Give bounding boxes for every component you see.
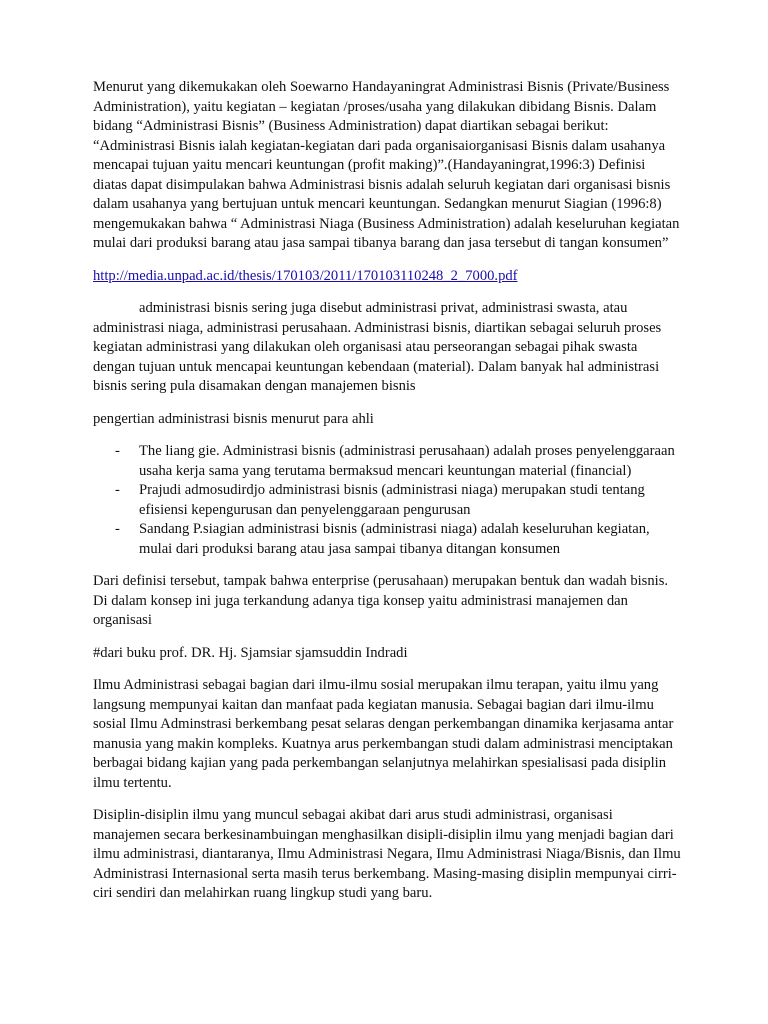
list-item	[93, 481, 683, 520]
paragraph-definisi: Dari definisi tersebut, tampak bahwa enterprise (perusahaan) merupakan bentuk dan wadah bisnis. Di dalam konsep ini juga terkandung adanya tiga konsep yaitu administrasi manajemen dan organisasi	[93, 573, 669, 628]
paragraph-privat: administrasi bisnis sering juga disebut administrasi privat, administrasi swasta, atau administrasi niaga, administrasi perusahaan. Administrasi bisnis, diartikan sebagai seluruh proses kegiatan administrasi yang dilakukan oleh organisasi atau perseorangan sebagai pihak swasta dengan tujuan untuk mencapai keuntungan kebendaan (material). Dalam banyak hal administrasi bisnis sering pula disamakan dengan manajemen bisnis	[93, 300, 662, 394]
definition-text: The liang gie. Administrasi bisnis (administrasi perusahaan) adalah proses penyelenggaraan usaha kerja sama yang terutama bermaksud mencari keuntungan material (financial)	[139, 443, 675, 479]
paragraph-buku: #dari buku prof. DR. Hj. Sjamsiar sjamsuddin Indradi	[93, 644, 408, 661]
document-body	[93, 78, 683, 917]
dash-bullet: -	[115, 443, 120, 459]
definition-list	[93, 442, 683, 559]
dash-bullet: -	[115, 521, 120, 537]
paragraph-ilmu: Ilmu Administrasi sebagai bagian dari ilmu-ilmu sosial merupakan ilmu terapan, yaitu ilmu yang langsung mempunyai kaitan dan manfaat pada kegiatan manusia. Sebagai bagian dari ilmu-ilmu sosial Ilmu Adminstrasi berkembang pesat selaras dengan perkembangan dinamika kerjasama antar manusia yang makin kompleks. Kuatnya arus perkembangan studi dalam administrasi menciptakan berbagai bidang kajian yang pada perkembangan selanjutnya melahirkan spesialisasi pada disiplin ilmu tertentu.	[93, 677, 674, 791]
definition-text: Sandang P.siagian administrasi bisnis (administrasi niaga) adalah keseluruhan kegiatan, mulai dari produksi barang atau jasa sampai tibanya ditangan konsumen	[139, 521, 650, 557]
paragraph-disiplin: Disiplin-disiplin ilmu yang muncul sebagai akibat dari arus studi administrasi, organisasi manajemen secara berkesinambuingan menghasilkan disipli-disiplin ilmu yang menjadi bagian dari ilmu administrasi, diantaranya, Ilmu Administrasi Negara, Ilmu Administrasi Niaga/Bisnis, dan Ilmu Administrasi Internasional serta masih terus berkembang. Masing-masing disiplin mempunyai cirri-ciri sendiri dan melahirkan ruang lingkup studi yang baru.	[93, 807, 681, 901]
list-item	[93, 442, 683, 481]
paragraph-pengertian: pengertian administrasi bisnis menurut para ahli	[93, 410, 374, 427]
definition-text: Prajudi admosudirdjo administrasi bisnis (administrasi niaga) merupakan studi tentang efisiensi kepengurusan dan penyelenggaraan pengurusan	[139, 482, 645, 518]
dash-bullet: -	[115, 482, 120, 498]
paragraph-intro: Menurut yang dikemukakan oleh Soewarno Handayaningrat Administrasi Bisnis (Private/Business Administration), yaitu kegiatan – kegiatan /proses/usaha yang dilakukan dibidang Bisnis. Dalam bidang “Administrasi Bisnis” (Business Administration) dapat diartikan sebagai berikut: “Administrasi Bisnis ialah kegiatan-kegiatan dari pada organisaiorganisasi Bisnis dalam usahanya mencapai tujuan yaitu mencari keuntungan (profit making)”.(Handayaningrat,1996:3) Definisi diatas dapat disimpulakan bahwa Administrasi bisnis adalah seluruh kegiatan dari organisasi bisnis dalam usahanya yang bertujuan untuk mencari keuntungan. Sedangkan menurut Siagian (1996:8) mengemukakan bahwa “ Administrasi Niaga (Business Administration) adalah keseluruhan kegiatan mulai dari produksi barang atau jasa sampai tibanya barang dan jasa tersebut di tangan konsumen”	[93, 79, 680, 251]
list-item	[93, 520, 683, 559]
thesis-link[interactable]: http://media.unpad.ac.id/thesis/170103/2011/170103110248_2_7000.pdf	[93, 267, 518, 284]
